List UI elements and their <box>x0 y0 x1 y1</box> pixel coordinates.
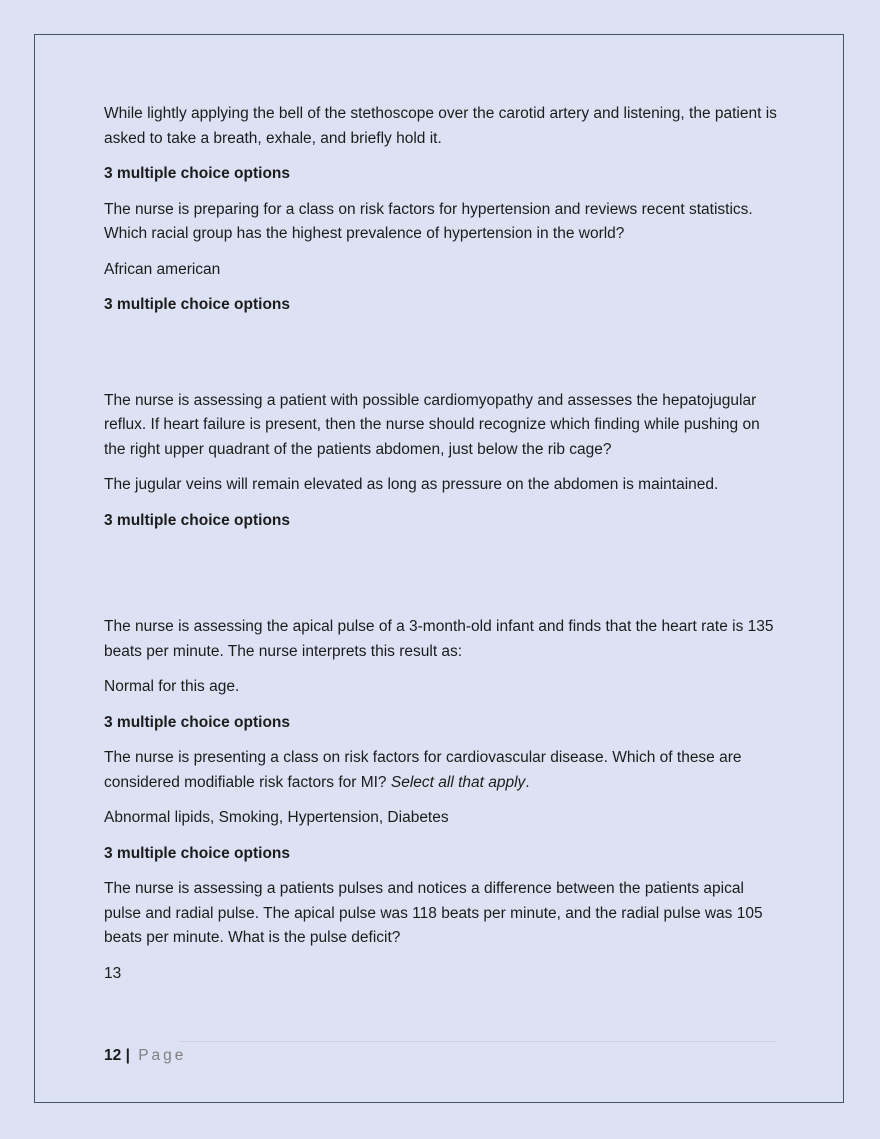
question-hypertension: The nurse is preparing for a class on risk factors for hypertension and reviews recent statistics. Which racial group has the highest prevalence of hypertension in the world? <box>104 200 753 242</box>
answer-modifiable-risk-factors: Abnormal lipids, Smoking, Hypertension, Diabetes <box>104 809 449 826</box>
question-hepatojugular: The nurse is assessing a patient with possible cardiomyopathy and assesses the hepatojugular reflux. If heart failure is present, then the nurse should recognize which finding while pushing on the right upper quadrant of the patients abdomen, just below the rib cage? <box>104 391 760 458</box>
question-text: The nurse is presenting a class on risk factors for cardiovascular disease. Which of these are considered modifiable risk factors for MI? <box>104 749 742 791</box>
paragraph-carotid-listening: While lightly applying the bell of the stethoscope over the carotid artery and listening, the patient is asked to take a breath, exhale, and briefly hold it. <box>104 105 777 147</box>
question-text-end: . <box>525 773 530 791</box>
spacer <box>104 544 784 615</box>
answer-hypertension: African american <box>104 260 221 278</box>
question-type-label: 3 multiple choice options <box>104 844 291 862</box>
spacer <box>104 329 784 389</box>
question-type-label: 3 multiple choice options <box>104 165 291 182</box>
page-word: Page <box>138 1047 187 1064</box>
answer-apical-pulse-infant: Normal for this age. <box>104 678 240 695</box>
question-pulse-deficit: The nurse is assessing a patients pulses and notices a difference between the patients apical pulse and radial pulse. The apical pulse was 118 beats per minute, and the radial pulse was 105 beats per minute. What is the pulse deficit? <box>104 880 763 946</box>
question-type-label: 3 multiple choice options <box>104 713 291 731</box>
answer-hepatojugular: The jugular veins will remain elevated as long as pressure on the abdomen is maintained. <box>104 476 719 493</box>
question-type-label: 3 multiple choice options <box>104 296 291 313</box>
footer-rule <box>180 1041 776 1042</box>
question-modifiable-risk-factors <box>104 746 784 795</box>
select-all-instruction: Select all that apply <box>390 773 526 791</box>
document-body <box>104 102 784 997</box>
answer-pulse-deficit: 13 <box>104 964 122 982</box>
question-apical-pulse-infant: The nurse is assessing the apical pulse of a 3-month-old infant and finds that the heart rate is 135 beats per minute. The nurse interprets this result as: <box>104 618 774 660</box>
page-number: 12 <box>104 1047 122 1064</box>
page-footer <box>104 1046 186 1066</box>
question-type-label: 3 multiple choice options <box>104 511 291 529</box>
footer-separator: | <box>125 1047 130 1064</box>
